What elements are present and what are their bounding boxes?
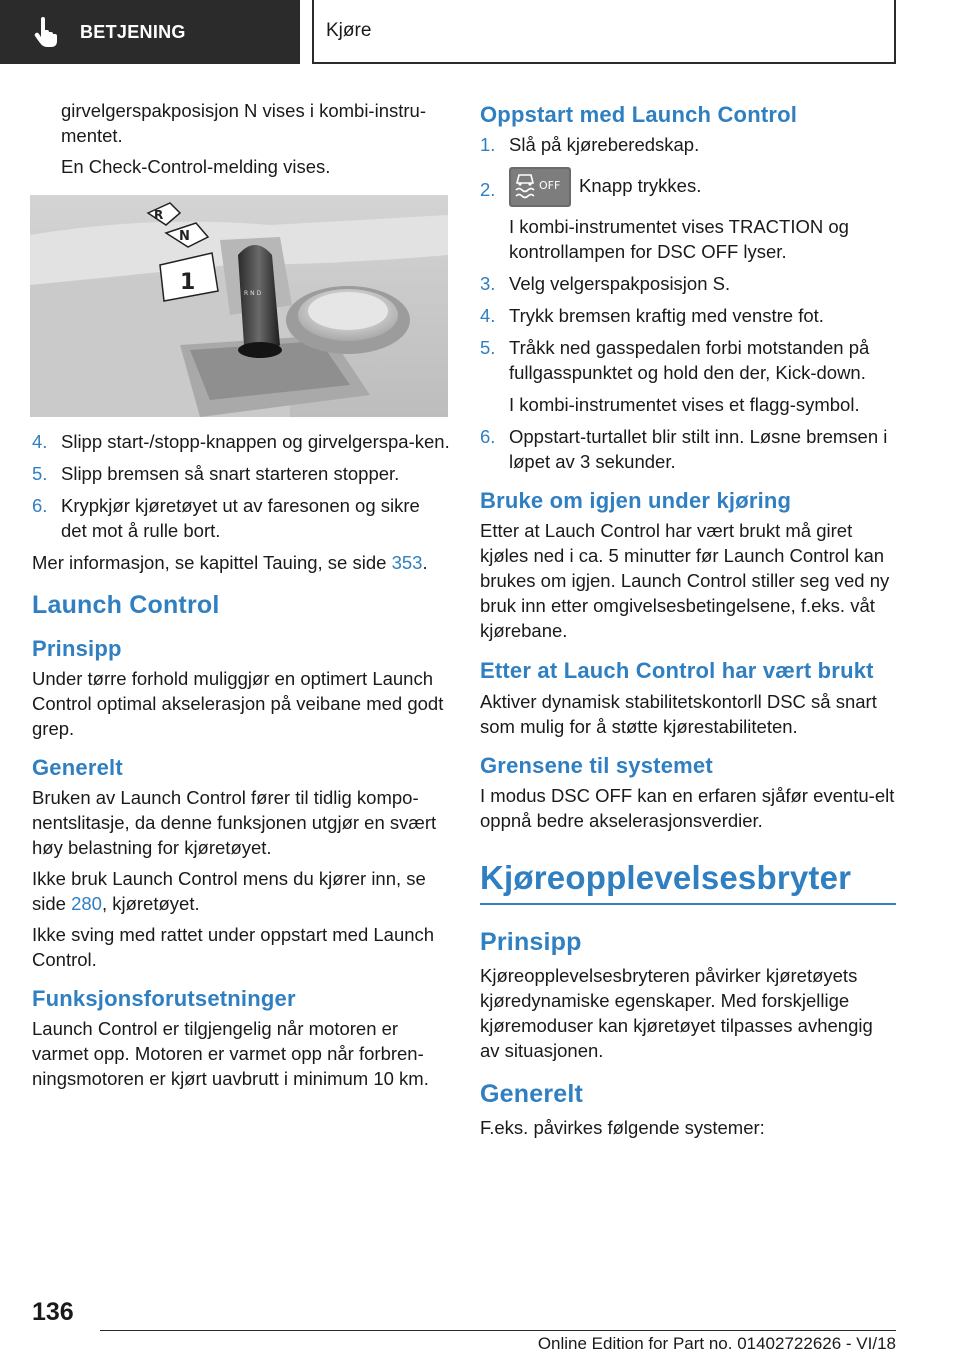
list-item: 4. Slipp start-/stopp-knappen og girvelgerspa-ken.: [32, 431, 450, 452]
forutsetninger-text: Launch Control er tilgjengelig når motoren er varmet opp. Motoren er varmet opp når forbren-ningsmotoren er kjørt uavbrutt i minimum 10 km.: [32, 1018, 429, 1089]
kjoreopplevelse-heading: Kjøreopplevelsesbryter: [480, 859, 896, 905]
generelt-heading-2: Generelt: [480, 1080, 584, 1108]
grensene-text: I modus DSC OFF kan en erfaren sjåfør eventu-elt oppnå bedre akselerasjonsverdier.: [480, 785, 895, 831]
button-off-label: OFF: [539, 179, 561, 192]
prinsipp-heading-2: Prinsipp: [480, 928, 582, 956]
figure-label-n: N: [179, 229, 190, 244]
list-item: 4. Trykk bremsen kraftig med venstre fot.: [480, 305, 824, 326]
intro-paragraph: girvelgerspakposisjon N vises i kombi-instru-mentet.: [61, 100, 426, 146]
left-column: [32, 98, 450, 1097]
prinsipp-text-2: Kjøreopplevelsesbryteren påvirker kjøretøyets kjøredynamiske egenskaper. Med forskjellige kjøremoduser kan kjøretøyet tilpasses avhengig av situasjonen.: [480, 965, 873, 1061]
hand-pointer-icon: [30, 12, 70, 52]
oppstart-heading: Oppstart med Launch Control: [480, 102, 798, 127]
grensene-heading: Grensene til systemet: [480, 753, 713, 778]
list-item: 6. Krypkjør kjøretøyet ut av faresonen og sikre det mot å rulle bort.: [32, 495, 420, 541]
page-link-280[interactable]: 280: [71, 893, 102, 914]
figure-label-1: 1: [180, 270, 196, 295]
list-item: 5. Tråkk ned gasspedalen forbi motstanden på fullgasspunktet og hold den der, Kick-down. I kombi-instrumentet vises et flagg-symbol.: [480, 337, 870, 415]
launch-steps: [480, 132, 896, 474]
generelt-text-2: F.eks. påvirkes følgende systemer:: [480, 1117, 765, 1138]
chapter-tab: [0, 0, 300, 64]
list-item: 2. OFF Knapp trykkes. I kombi-instrumentet vises TRACTION og kontrollampen for DSC OFF lyser.: [480, 167, 896, 264]
launch-control-heading: Launch Control: [32, 591, 220, 619]
warning-steering: Ikke sving med rattet under oppstart med Launch Control.: [32, 924, 435, 970]
page-number: 136: [32, 1298, 74, 1326]
right-column: [480, 98, 896, 1146]
svg-text:R N D: R N D: [244, 290, 262, 297]
section-label: Kjøre: [326, 20, 372, 41]
list-item: 5. Slipp bremsen så snart starteren stopper.: [32, 463, 400, 484]
list-item: 6. Oppstart-turtallet blir stilt inn. Løsne bremsen i løpet av 3 sekunder.: [480, 426, 888, 472]
bruke-heading: Bruke om igjen under kjøring: [480, 488, 792, 513]
chapter-label: BETJENING: [80, 21, 186, 42]
dsc-off-button-icon: [509, 167, 571, 207]
more-info-paragraph: Mer informasjon, se kapittel Tauing, se side 353.: [32, 552, 428, 573]
generelt-heading: Generelt: [32, 755, 123, 780]
figure-label-r: R: [154, 208, 164, 222]
prinsipp-heading: Prinsipp: [32, 636, 122, 661]
prinsipp-text: Under tørre forhold muliggjør en optimert Launch Control optimal akselerasjon på veibane med godt grep.: [32, 668, 444, 739]
footer-edition: Online Edition for Part no. 01402722626 - VI/18: [537, 1334, 896, 1353]
section-tab: [312, 0, 896, 64]
page-link-353[interactable]: 353: [391, 552, 423, 573]
recovery-steps: [32, 429, 450, 543]
generelt-text: Bruken av Launch Control fører til tidlig kompo-nentslitasje, da denne funksjonen utgjør en svært høy belastning for kjøretøyet.: [32, 787, 437, 858]
etter-text: Aktiver dynamisk stabilitetskontorll DSC så snart som mulig for å støtte kjørestabiliteten.: [480, 691, 877, 737]
warning-run-in: Ikke bruk Launch Control mens du kjører inn, se side 280, kjøretøyet.: [32, 868, 426, 914]
list-item: 1. Slå på kjøreberedskap.: [480, 134, 700, 155]
footer-divider: [100, 1330, 896, 1331]
etter-heading: Etter at Lauch Control har vært brukt: [480, 658, 874, 683]
list-item: 3. Velg velgerspakposisjon S.: [480, 273, 731, 294]
forutsetninger-heading: Funksjonsforutsetninger: [32, 986, 296, 1011]
intro-paragraph-2: En Check-Control-melding vises.: [61, 156, 331, 177]
bruke-text: Etter at Lauch Control har vært brukt må giret kjøles ned i ca. 5 minutter før Launch Control kan brukes om igjen. Launch Control stiller seg ved ny bruk inn etter omgivelsesbetingelsene, f.eks. våt kjørebane.: [480, 520, 890, 641]
gear-selector-photo: [30, 195, 448, 417]
page-header: [0, 0, 960, 66]
